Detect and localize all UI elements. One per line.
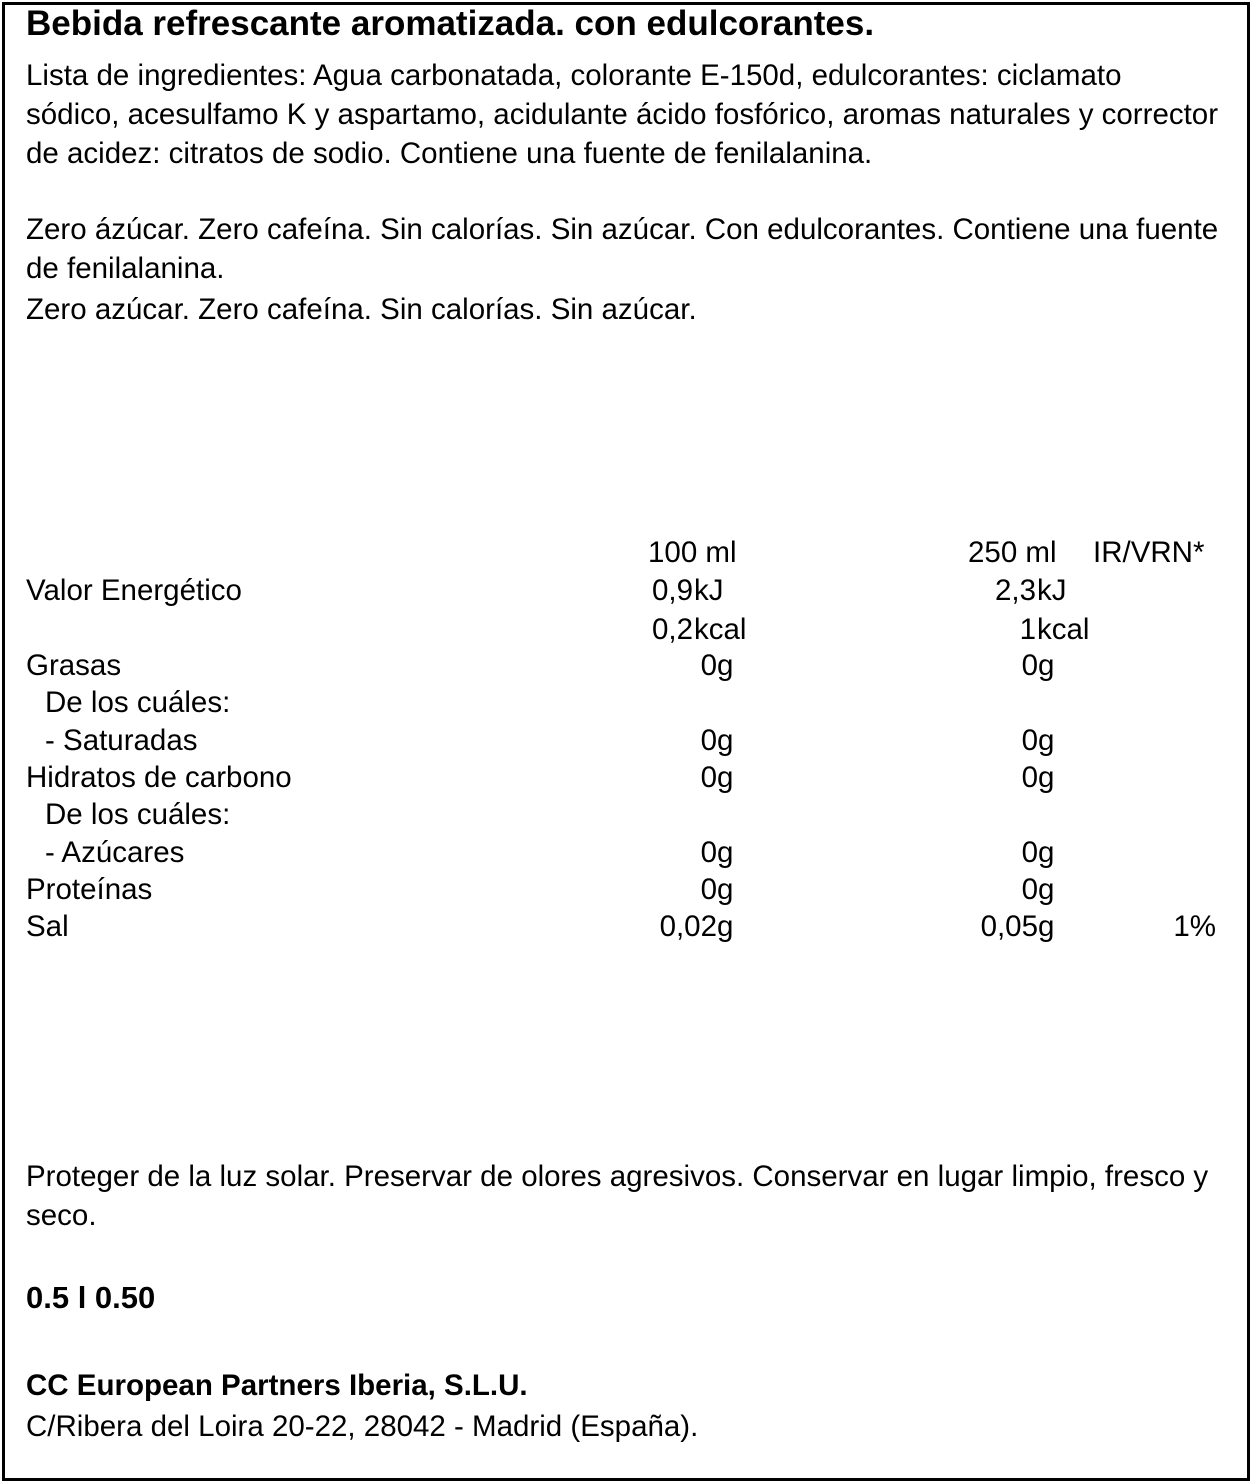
sugars-250: 0 [1021,836,1038,869]
row-label-of-which-fat: De los cuáles: [45,686,231,719]
product-title: Bebida refrescante aromatizada. con edulcorantes. [26,4,875,43]
header-ir-vrn: IR/VRN* [1093,536,1205,569]
energy-kj-100: 0,9 [651,574,693,607]
saturated-100-unit: g [717,724,734,757]
salt-250: 0,05 [980,910,1038,943]
carbs-100-unit: g [717,761,734,794]
header-250ml: 250 ml [968,536,1057,569]
fat-250: 0 [1021,649,1038,682]
row-label-protein: Proteínas [26,873,153,906]
energy-kcal-100-unit: kcal [694,613,747,646]
fat-250-unit: g [1038,649,1055,682]
company-address: C/Ribera del Loira 20-22, 28042 - Madrid (España). [26,1410,699,1443]
volume-info: 0.5 l 0.50 [26,1280,156,1315]
energy-kj-250: 2,3 [994,574,1036,607]
fat-100-unit: g [717,649,734,682]
row-label-of-which-carbs: De los cuáles: [45,798,231,831]
header-100ml: 100 ml [648,536,737,569]
row-label-sugars: - Azúcares [45,836,185,869]
carbs-250: 0 [1021,761,1038,794]
energy-kj-100-unit: kJ [694,574,724,607]
carbs-250-unit: g [1038,761,1055,794]
energy-kcal-250-unit: kcal [1037,613,1090,646]
row-label-fat: Grasas [26,649,122,682]
salt-100-unit: g [717,910,734,943]
sugars-100-unit: g [717,836,734,869]
salt-250-unit: g [1038,910,1055,943]
carbs-100: 0 [700,761,717,794]
claims-paragraph-2: Zero azúcar. Zero cafeína. Sin calorías. Sin azúcar. [26,293,697,326]
row-label-carbohydrates: Hidratos de carbono [26,761,292,794]
saturated-100: 0 [700,724,717,757]
ingredients-list: Lista de ingredientes: Agua carbonatada, colorante E-150d, edulcorantes: ciclamato sódico, acesulfamo K y aspartamo, acidulante ácido fosfórico, aromas naturales y corrector de acidez: citratos de sodio. Contiene una fuente de fenilalanina. [26,59,1219,170]
storage-instructions: Proteger de la luz solar. Preservar de olores agresivos. Conservar en lugar limpio, fresco y seco. [26,1160,1209,1232]
energy-kj-250-unit: kJ [1037,574,1067,607]
sugars-100: 0 [700,836,717,869]
salt-ir-percent: 1% [1173,910,1216,943]
energy-kcal-100: 0,2 [651,613,693,646]
company-name: CC European Partners Iberia, S.L.U. [26,1369,528,1402]
sugars-250-unit: g [1038,836,1055,869]
salt-100: 0,02 [659,910,717,943]
row-label-saturated: - Saturadas [45,724,198,757]
saturated-250-unit: g [1038,724,1055,757]
protein-100: 0 [700,873,717,906]
row-label-salt: Sal [26,910,69,943]
saturated-250: 0 [1021,724,1038,757]
protein-250-unit: g [1038,873,1055,906]
protein-250: 0 [1021,873,1038,906]
energy-kcal-250: 1 [1019,613,1036,646]
fat-100: 0 [700,649,717,682]
claims-paragraph-1: Zero ázúcar. Zero cafeína. Sin calorías. Sin azúcar. Con edulcorantes. Contiene una fuente de fenilalanina. [26,213,1219,285]
row-label-energy: Valor Energético [26,574,242,607]
protein-100-unit: g [717,873,734,906]
